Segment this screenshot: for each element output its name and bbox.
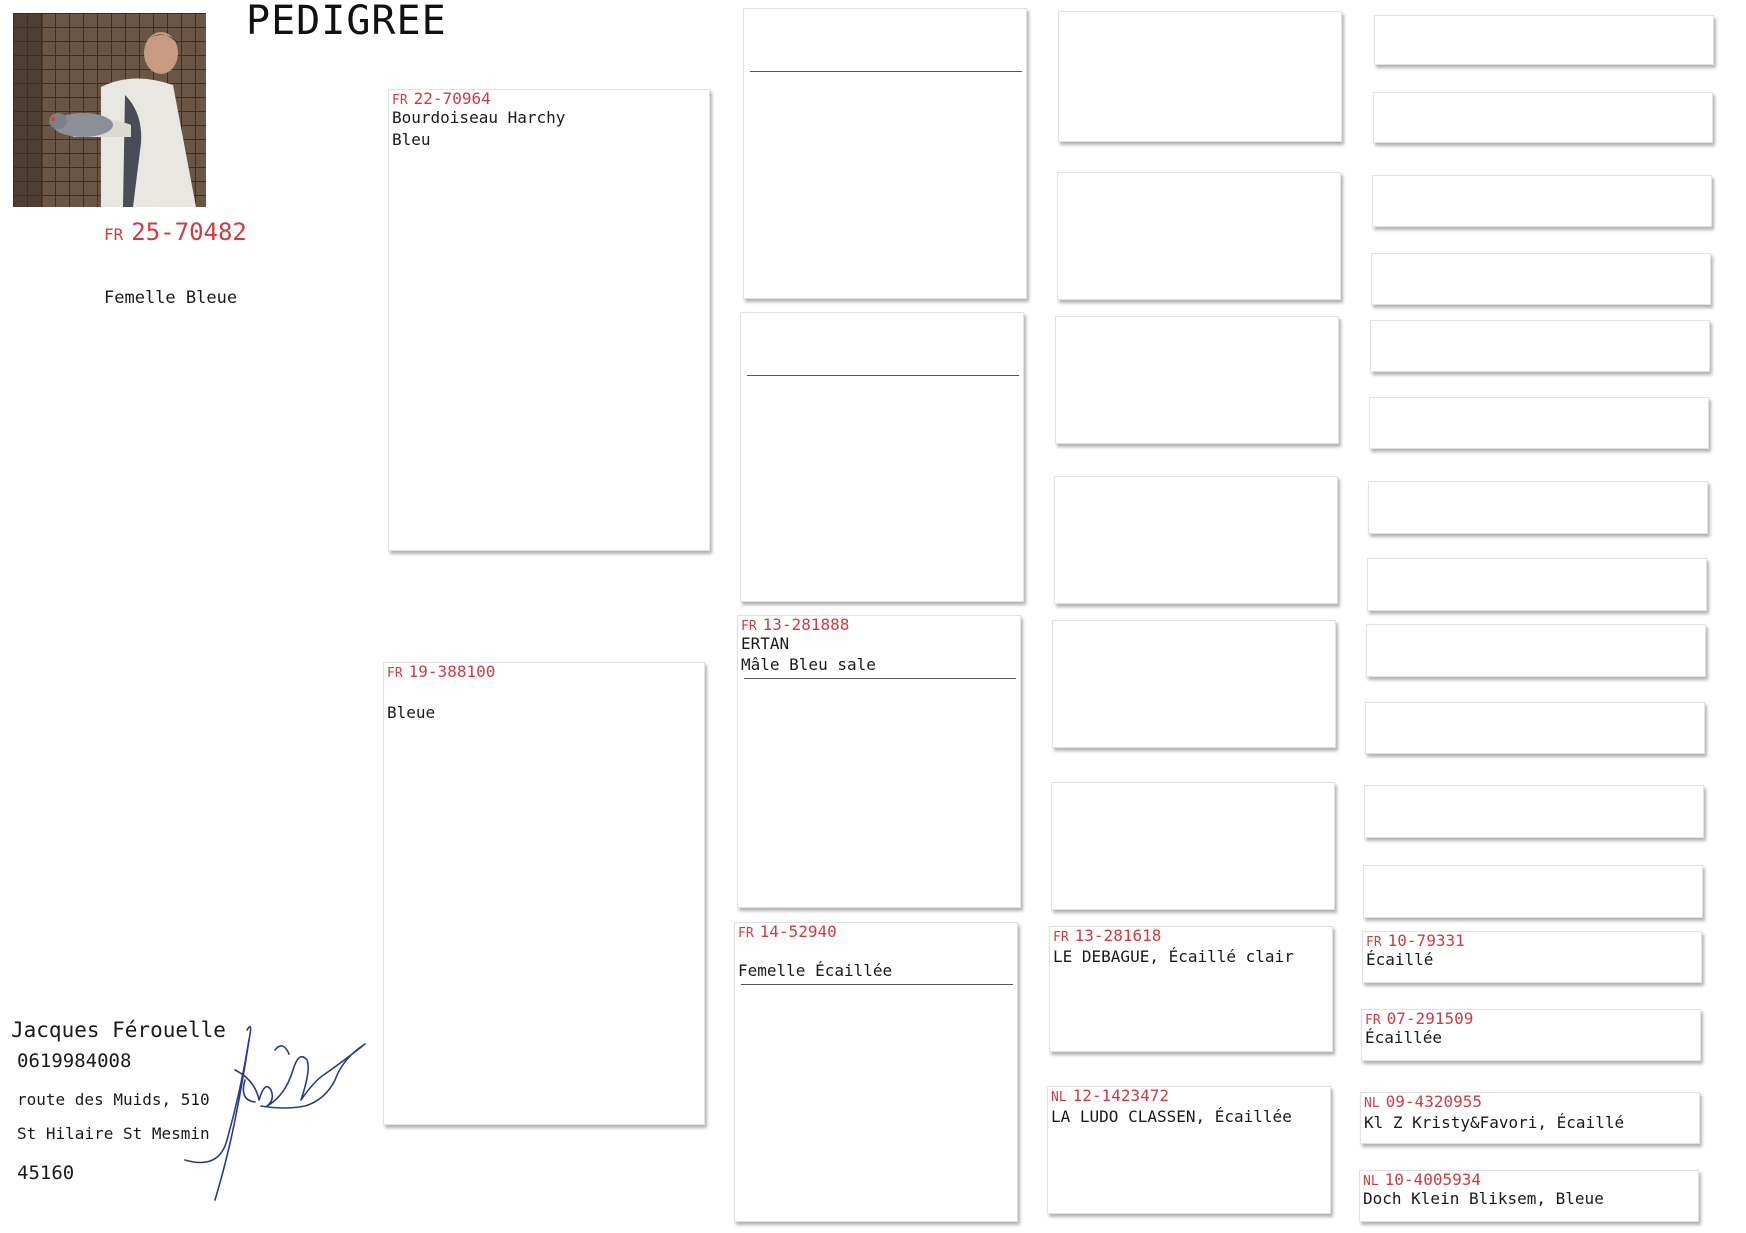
g3-box-5 bbox=[1052, 620, 1336, 748]
mmff-ring: 10-79331 bbox=[1387, 931, 1465, 950]
g4-box-3 bbox=[1372, 175, 1712, 227]
father-box bbox=[388, 89, 710, 551]
mmmf-ring: 09-4320955 bbox=[1385, 1092, 1482, 1111]
g4-box-4 bbox=[1371, 253, 1711, 305]
mmff-box bbox=[1362, 931, 1702, 983]
mmmf-box bbox=[1360, 1092, 1700, 1144]
owner-phone: 0619984008 bbox=[17, 1050, 132, 1072]
mmfm-ring: 07-291509 bbox=[1386, 1009, 1474, 1028]
mm-color: Femelle Écaillée bbox=[738, 961, 893, 980]
g4-box-10 bbox=[1365, 702, 1705, 754]
g4-box-7 bbox=[1368, 481, 1708, 534]
father-ring: 22-70964 bbox=[413, 89, 491, 108]
owner-address-line1: route des Muids, 510 bbox=[17, 1090, 210, 1109]
signature bbox=[175, 1010, 375, 1210]
g3-box-4 bbox=[1054, 476, 1338, 604]
father-color: Bleu bbox=[392, 130, 431, 149]
mmf-name: LE DEBAGUE, Écaillé clair bbox=[1053, 947, 1294, 966]
mf-ring: 13-281888 bbox=[762, 615, 850, 634]
mmm-country: NL bbox=[1051, 1090, 1067, 1105]
mf-country: FR bbox=[741, 619, 757, 634]
g4-box-5 bbox=[1370, 320, 1710, 372]
mmff-color: Écaillé bbox=[1366, 950, 1434, 969]
mmmf-name: Kl Z Kristy&Favori, Écaillé bbox=[1364, 1113, 1625, 1132]
subject-ring-number: 25-70482 bbox=[131, 218, 247, 246]
g3-box-1 bbox=[1058, 11, 1342, 142]
subject-ring bbox=[104, 218, 247, 246]
father-country: FR bbox=[392, 93, 408, 108]
breeder-photo bbox=[13, 13, 206, 207]
father-name: Bourdoiseau Harchy bbox=[392, 108, 566, 127]
fm-box bbox=[740, 312, 1024, 602]
mmmm-box bbox=[1359, 1170, 1699, 1222]
mmmm-name: Doch Klein Bliksem, Bleue bbox=[1363, 1189, 1604, 1208]
g4-box-12 bbox=[1363, 865, 1703, 918]
mmf-country: FR bbox=[1053, 930, 1069, 945]
subject-country: FR bbox=[104, 225, 124, 244]
mmm-ring: 12-1423472 bbox=[1072, 1086, 1169, 1105]
page-title: PEDIGREE bbox=[246, 0, 447, 44]
mmfm-box bbox=[1361, 1009, 1701, 1061]
g4-box-8 bbox=[1367, 558, 1707, 611]
mf-name: ERTAN bbox=[741, 634, 790, 653]
mf-box bbox=[737, 615, 1021, 908]
g4-box-6 bbox=[1369, 397, 1709, 449]
ff-box bbox=[743, 8, 1027, 299]
mm-box bbox=[734, 922, 1018, 1222]
mother-color: Bleue bbox=[387, 703, 436, 722]
g4-box-9 bbox=[1366, 624, 1706, 677]
g4-box-11 bbox=[1364, 785, 1704, 838]
mother-box bbox=[383, 662, 705, 1125]
g4-box-1 bbox=[1374, 15, 1714, 65]
mmm-box bbox=[1047, 1086, 1331, 1214]
mmfm-color: Écaillée bbox=[1365, 1028, 1443, 1047]
mother-ring: 19-388100 bbox=[408, 662, 496, 681]
mmm-name: LA LUDO CLASSEN, Écaillée bbox=[1051, 1107, 1292, 1126]
mmmm-country: NL bbox=[1363, 1174, 1379, 1189]
mmf-box bbox=[1049, 926, 1333, 1052]
owner-name: Jacques Férouelle bbox=[11, 1018, 226, 1042]
mmff-country: FR bbox=[1366, 935, 1382, 950]
mmmm-ring: 10-4005934 bbox=[1384, 1170, 1481, 1189]
g3-box-6 bbox=[1051, 782, 1335, 910]
mother-country: FR bbox=[387, 666, 403, 681]
mmf-ring: 13-281618 bbox=[1074, 926, 1162, 945]
g3-box-3 bbox=[1055, 316, 1339, 444]
owner-zip: 45160 bbox=[17, 1162, 75, 1184]
mm-country: FR bbox=[738, 926, 754, 941]
g3-box-2 bbox=[1057, 172, 1341, 300]
mmmf-country: NL bbox=[1364, 1096, 1380, 1111]
owner-address-line2: St Hilaire St Mesmin bbox=[17, 1124, 210, 1143]
mmfm-country: FR bbox=[1365, 1013, 1381, 1028]
mm-ring: 14-52940 bbox=[759, 922, 837, 941]
mf-color: Mâle Bleu sale bbox=[741, 655, 876, 674]
g4-box-2 bbox=[1373, 92, 1713, 143]
subject-description: Femelle Bleue bbox=[104, 288, 238, 308]
